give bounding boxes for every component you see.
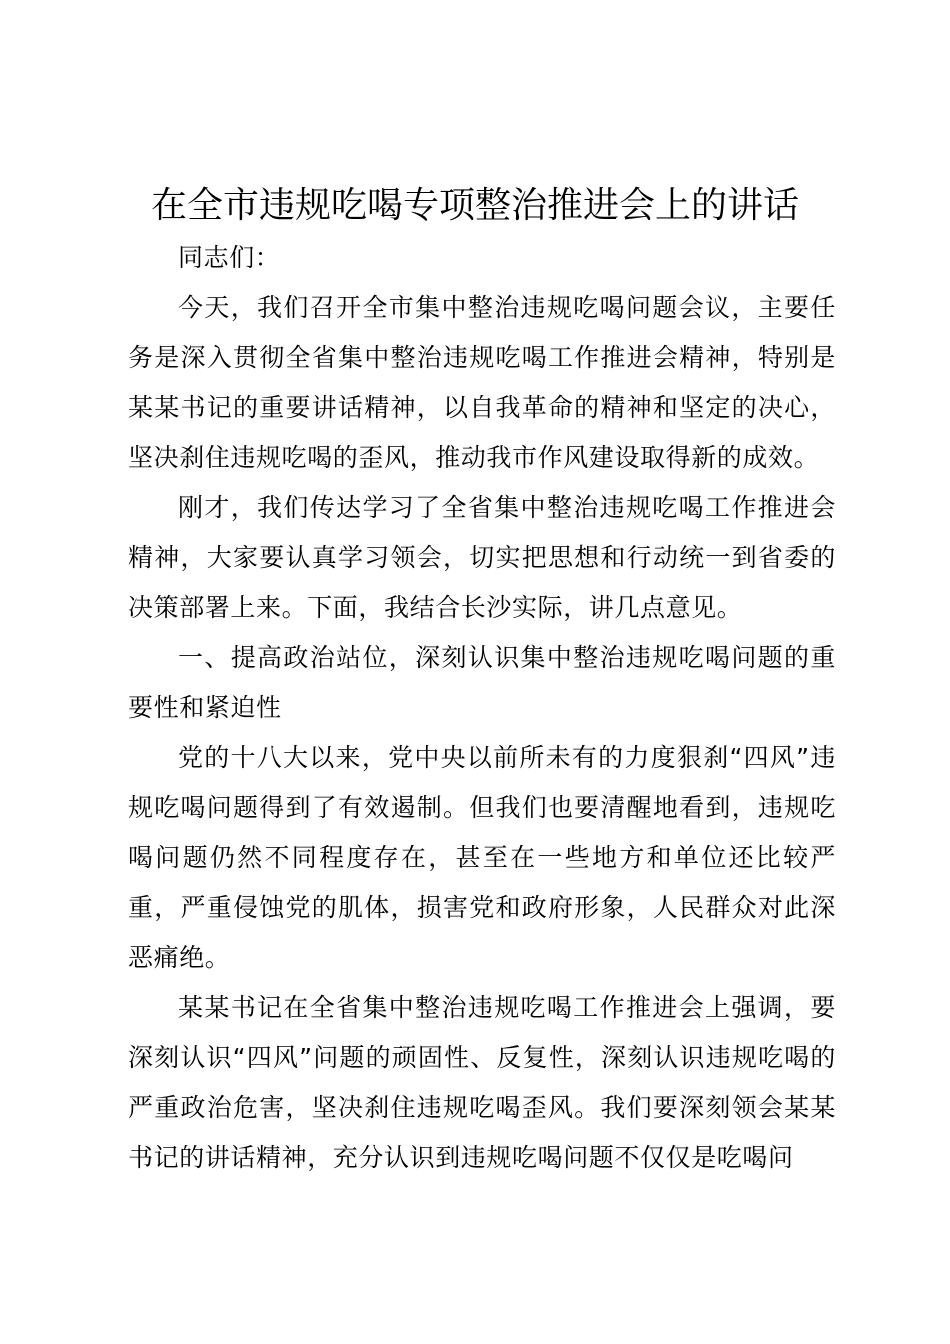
salutation: 同志们： [178, 243, 281, 272]
document-body [128, 233, 836, 1183]
document-title: 在全市违规吃喝专项整治推进会上的讲话 [150, 185, 799, 226]
section-heading-1: 一、提高政治站位，深刻认识集中整治违规吃喝问题的重要性和紧迫性 [128, 643, 836, 722]
paragraph-1: 今天，我们召开全市集中整治违规吃喝问题会议，主要任务是深入贯彻全省集中整治违规吃喝工作推进会精神，特别是某某书记的重要讲话精神，以自我革命的精神和坚定的决心，坚决刹住违规吃喝的歪风，推动我市作风建设取得新的成效。 [128, 293, 836, 472]
paragraph-4: 某某书记在全省集中整治违规吃喝工作推进会上强调，要深刻认识“四风”问题的顽固性、反复性，深刻认识违规吃喝的严重政治危害，坚决刹住违规吃喝歪风。我们要深刻领会某某书记的讲话精神，充分认识到违规吃喝问题不仅仅是吃喝问 [128, 993, 836, 1172]
paragraph-2: 刚才，我们传达学习了全省集中整治违规吃喝工作推进会精神，大家要认真学习领会，切实把思想和行动统一到省委的决策部署上来。下面，我结合长沙实际，讲几点意见。 [128, 493, 836, 622]
paragraph-3: 党的十八大以来，党中央以前所未有的力度狠刹“四风”违规吃喝问题得到了有效遏制。但我们也要清醒地看到，违规吃喝问题仍然不同程度存在，甚至在一些地方和单位还比较严重，严重侵蚀党的肌体，损害党和政府形象，人民群众对此深恶痛绝。 [128, 743, 836, 972]
